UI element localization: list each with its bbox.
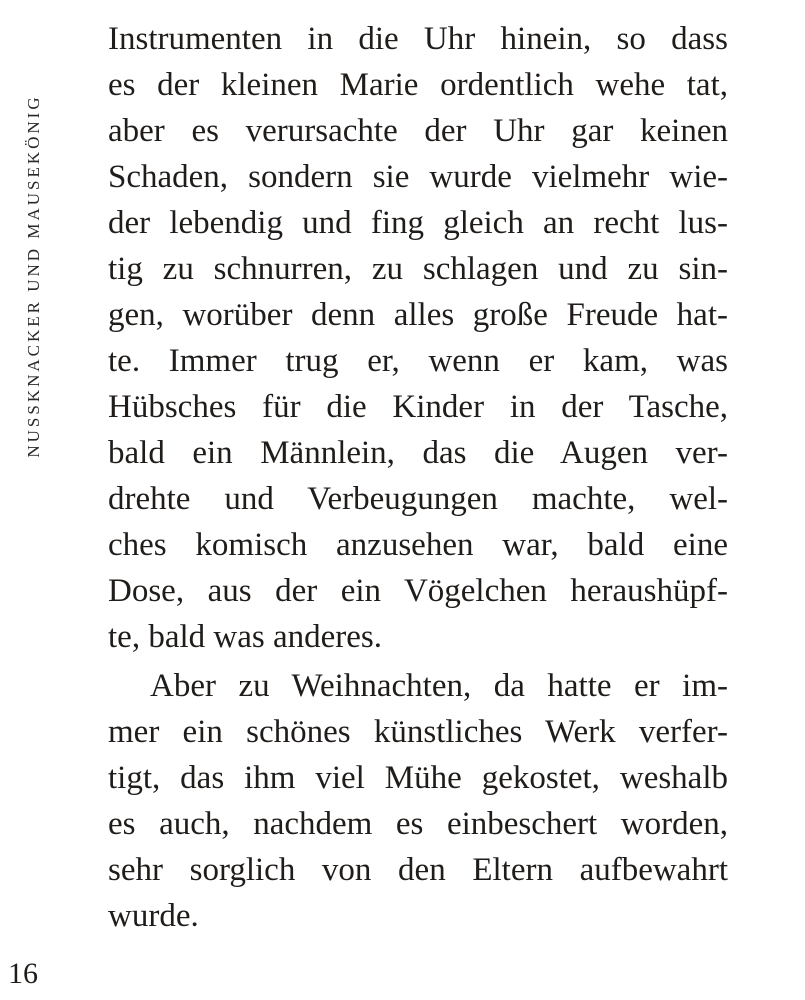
- text-line: es der kleinen Marie ordentlich wehe tat,: [108, 67, 728, 103]
- page-number: 16: [8, 957, 38, 990]
- text-line: der lebendig und fing gleich an recht lus-: [108, 205, 728, 241]
- text-line: Instrumenten in die Uhr hinein, so dass: [108, 21, 728, 57]
- text-line: wurde.: [108, 898, 199, 934]
- text-line: tig zu schnurren, zu schlagen und zu sin-: [108, 251, 728, 287]
- text-line: bald ein Männlein, das die Augen ver-: [108, 435, 728, 471]
- text-line: gen, worüber denn alles große Freude hat-: [108, 297, 728, 333]
- body-text: [108, 16, 728, 939]
- text-line: Schaden, sondern sie wurde vielmehr wie-: [108, 159, 728, 195]
- text-line: es auch, nachdem es einbeschert worden,: [108, 806, 728, 842]
- text-line: ches komisch anzusehen war, bald eine: [108, 527, 728, 563]
- text-line: te, bald was anderes.: [108, 619, 382, 655]
- text-line: aber es verursachte der Uhr gar keinen: [108, 113, 728, 149]
- running-head-title: NUSSKNACKER UND MAUSEKÖNIG: [24, 94, 43, 458]
- text-line: Dose, aus der ein Vögelchen heraushüpf-: [108, 573, 728, 609]
- text-line: te. Immer trug er, wenn er kam, was: [108, 343, 728, 379]
- paragraph: [108, 16, 728, 660]
- text-line: Hübsches für die Kinder in der Tasche,: [108, 389, 728, 425]
- text-line: drehte und Verbeugungen machte, wel-: [108, 481, 728, 517]
- text-line: mer ein schönes künstliches Werk verfer-: [108, 714, 728, 750]
- text-line: Aber zu Weihnachten, da hatte er im-: [150, 668, 728, 704]
- paragraph: [108, 663, 728, 939]
- text-line: tigt, das ihm viel Mühe gekostet, weshalb: [108, 760, 728, 796]
- text-line: sehr sorglich von den Eltern aufbewahrt: [108, 852, 728, 888]
